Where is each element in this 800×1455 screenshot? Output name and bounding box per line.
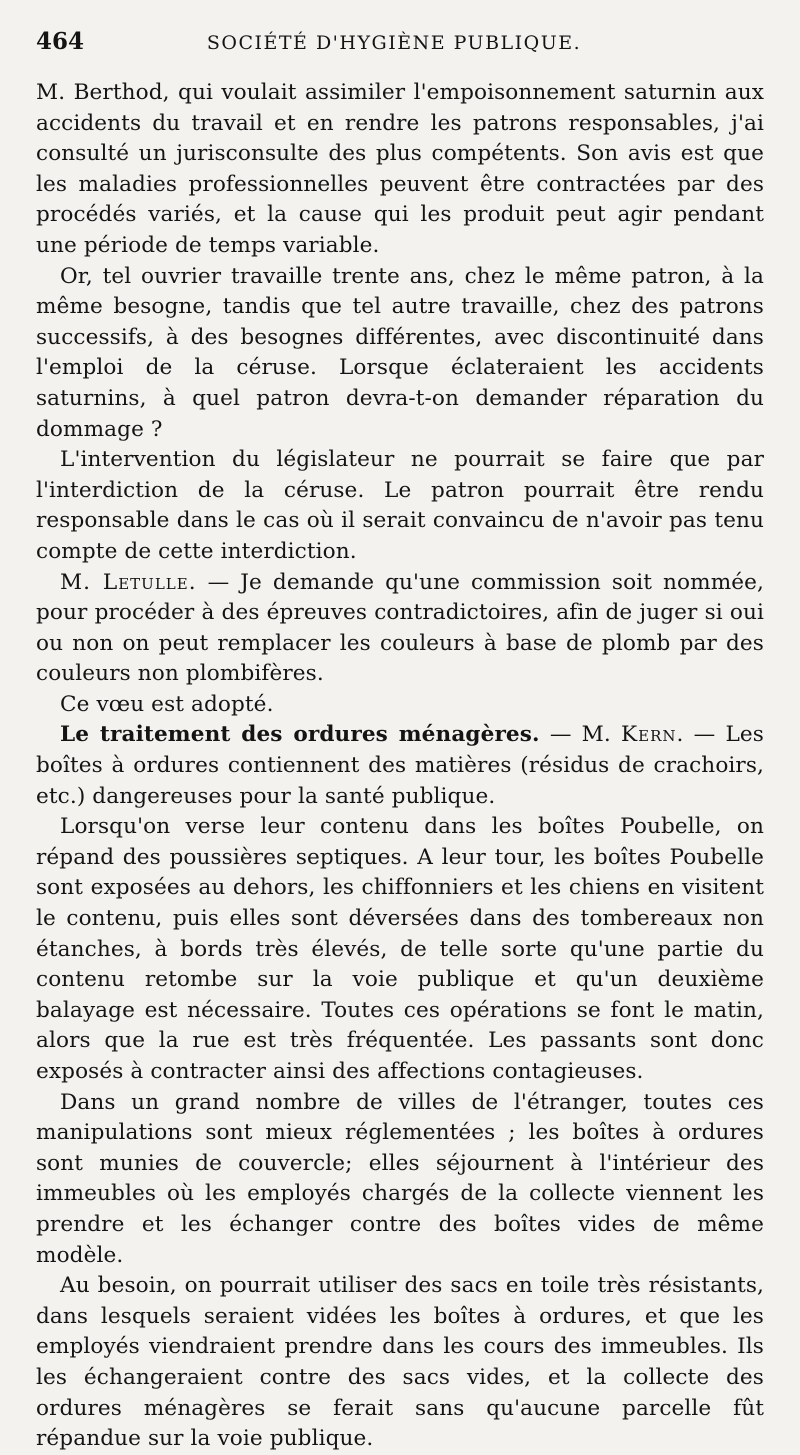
paragraph-6	[36, 720, 764, 812]
paragraph-2: Or, tel ouvrier travaille trente ans, chez le même patron, à la même besogne, tandis que tel autre travaille, chez des patrons successifs, à des besognes différentes, avec discontinuité dans l'emploi de la céruse. Lorsque éclateraient les accidents saturnins, à quel patron devra-t-on demander réparation du dommage ?	[36, 263, 764, 442]
paragraph-3: L'intervention du législateur ne pourrait se faire que par l'interdiction de la céruse. Le patron pourrait être rendu responsable dans le cas où il serait convaincu de n'avoir pas tenu compte de cette interdiction.	[36, 447, 764, 564]
section-title: Le traitement des ordures ménagères.	[60, 722, 540, 748]
book-page	[36, 28, 764, 1452]
paragraph-1: M. Berthod, qui voulait assimiler l'empoisonnement saturnin aux accidents du travail et en rendre les patrons responsables, j'ai consulté un jurisconsulte des plus compétents. Son avis est que les maladies professionnelles peuvent être contractées par des procédés variés, et la cause qui les produit peut agir pendant une période de temps variable.	[36, 80, 764, 258]
author-prefix: — M.	[539, 722, 621, 748]
paragraph-9: Au besoin, on pourrait utiliser des sacs en toile très résistants, dans lesquels seraient vidées les boîtes à ordures, et que les employés viendraient prendre dans les cours des immeubles. Ils les échangeraient contre des sacs vides, et la collecte des ordures ménagères se ferait sans qu'aucune parcelle fût répandue sur la voie publique.	[36, 1273, 764, 1452]
paragraph-4-text: — Je demande qu'une commission soit nommée, pour procéder à des épreuves contradictoires, afin de juger si oui ou non on peut remplacer les couleurs à base de plomb par des couleurs non plombifères.	[36, 569, 764, 687]
body-text	[36, 78, 764, 1455]
page-header	[36, 28, 764, 68]
page-number: 464	[36, 28, 85, 55]
paragraph-5: Ce vœu est adopté.	[60, 691, 274, 717]
paragraph-8: Dans un grand nombre de villes de l'étranger, toutes ces manipulations sont mieux réglementées ; les boîtes à ordures sont munies de couvercle; elles séjournent à l'intérieur des immeubles où les employés chargés de la collecte viennent les prendre et les échanger contre des boîtes vides de même modèle.	[36, 1089, 764, 1268]
speaker-name: M. Letulle.	[60, 569, 197, 595]
paragraph-4	[36, 568, 764, 690]
paragraph-7: Lorsqu'on verse leur contenu dans les boîtes Poubelle, on répand des poussières septiques. A leur tour, les boîtes Poubelle sont exposées au dehors, les chiffonniers et les chiens en visitent le contenu, puis elles sont déversées dans des tombereaux non étanches, à bords très élevés, de telle sorte qu'une partie du contenu retombe sur la voie publique et qu'un deuxième balayage est nécessaire. Toutes ces opérations se font le matin, alors que la rue est très fréquentée. Les passants sont donc exposés à contracter ainsi des affections contagieuses.	[36, 814, 764, 1084]
running-title: SOCIÉTÉ D'HYGIÈNE PUBLIQUE.	[206, 32, 582, 54]
paragraph-6-text: . — Les boîtes à ordures contiennent des matières (résidus de crachoirs, etc.) dangereuses pour la santé publique.	[36, 722, 764, 809]
author-name: Kern	[621, 722, 677, 748]
